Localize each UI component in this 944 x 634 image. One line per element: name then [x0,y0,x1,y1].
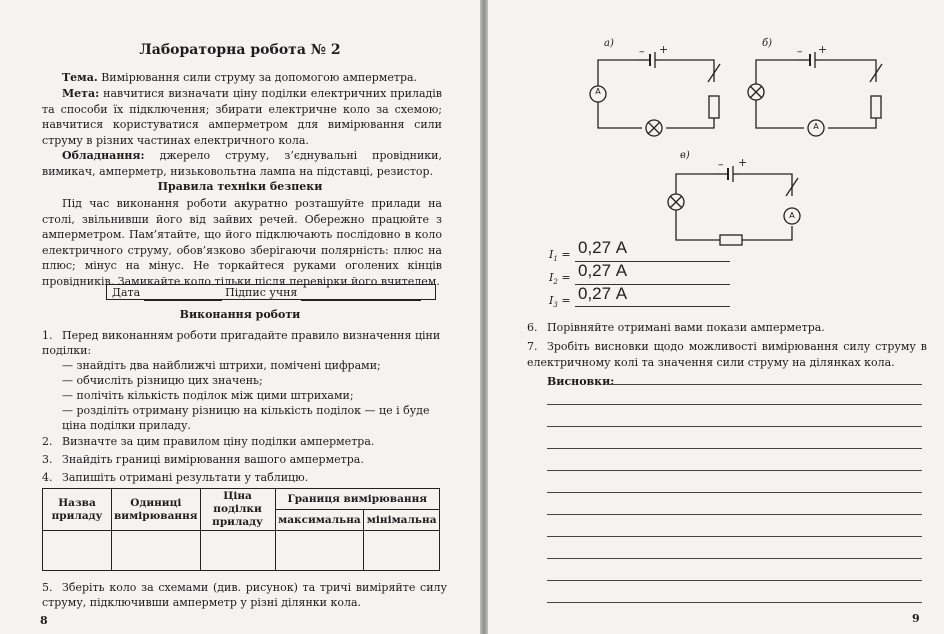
circuit-a-label: а) [604,38,614,49]
writing-line[interactable] [547,404,922,405]
table-header-min: мінімальна [364,510,440,531]
signature-line [301,289,421,301]
step-4 [42,470,447,485]
table-cell[interactable] [275,531,364,571]
table-header-units: Одиниці вимірювання [112,489,201,531]
i2-value[interactable]: 0,27 А [578,261,628,280]
equipment-text: джерело струму, з’єднувальні провідники, вимикач, амперметр, низьковольтна лампа на підставці, резистор. [42,149,442,178]
goal-paragraph [42,86,442,148]
step-6-num: 6. [527,321,538,334]
safety-heading: Правила техніки безпеки [157,180,323,193]
writing-line[interactable] [547,536,922,537]
i1-value[interactable]: 0,27 А [578,238,628,257]
safety-text: Під час виконання роботи акуратно розташуйте прилади на столі, звільнивши його від зайвих речей. Обережно працюйте з амперметром. Пам’ятайте, що його підключають послідовно в коло електричного струму, обов’язково зберігаючи полярність: плюс на плюс; мінус на мінус. Не торкайтеся руками оголених кінців провідників. Замикайте коло тільки після перевірки його вчителем. [42,197,442,288]
theme-text: Вимірювання сили струму за допомогою амперметра. [97,71,418,84]
step-4-num: 4. [42,471,53,484]
step-4-text: Запишіть отримані результати у таблицю. [62,471,309,484]
table-header-division: Ціна поділки приладу [200,489,275,531]
date-line [144,289,222,301]
step-2-text: Визначте за цим правилом ціну поділки амперметра. [62,435,375,448]
table-cell[interactable] [43,531,112,571]
writing-line[interactable] [547,580,922,581]
i1-label: $I_1$ = [549,248,571,264]
i3-label: $I_3$ = [549,294,571,310]
step-5 [42,580,447,611]
table-cell[interactable] [200,531,275,571]
table-header-max: максимальна [275,510,364,531]
circuit-a-diagram [580,52,740,142]
goal-text: навчитися визначати ціну поділки електричних приладів та способи їх підключення; збирати електричне коло за схемою; навчитися користуватися амперметром для вимірювання сили струму в різних частинах електричного кола. [42,87,442,147]
step-3 [42,452,447,467]
minus-sign-a: – [639,45,645,58]
date-signature-box [106,284,436,300]
date-label: Дата [112,286,141,299]
ammeter-label-b: A [813,122,819,131]
results-table [42,488,440,571]
step-1 [42,328,447,359]
dash-4: — розділіть отриману різницю на кількість поділок — це і буде ціна поділки приладу. [62,404,430,433]
step-5-num: 5. [42,581,53,594]
equipment-paragraph [42,148,442,179]
theme-paragraph [42,70,442,86]
step-7 [527,339,927,371]
conclusions-label: Висновки: [547,375,615,388]
step-3-text: Знайдіть границі вимірювання вашого амперметра. [62,453,364,466]
dash-3: — полічіть кількість поділок між цими штрихами; [62,389,354,402]
dash-2: — обчисліть різницю цих значень; [62,374,263,387]
plus-sign-c: + [738,156,748,169]
page-title: Лабораторна робота № 2 [139,42,341,58]
goal-label: Мета: [62,87,100,100]
writing-line[interactable] [547,470,922,471]
minus-sign-c: – [718,158,724,171]
step-3-num: 3. [42,453,53,466]
step-5-text: Зберіть коло за схемами (див. рисунок) та тричі виміряйте силу струму, підключивши амперметр у різні ділянки кола. [42,581,447,610]
writing-line[interactable] [547,602,922,603]
step-6 [527,320,927,336]
writing-line[interactable] [547,492,922,493]
i3-line [575,306,730,307]
i3-value[interactable]: 0,27 А [578,284,628,303]
table-cell[interactable] [112,531,201,571]
i2-label: $I_2$ = [549,271,571,287]
ammeter-label-c: A [789,211,795,220]
plus-sign-b: + [818,43,828,56]
circuit-b-label: б) [762,38,773,49]
step-7-text: Зробіть висновки щодо можливості вимірювання силу струму в електричному колі та значення сили струму на ділянках кола. [527,340,927,369]
dash-1: — знайдіть два найближчі штрихи, помічені цифрами; [62,359,381,372]
page-number-right: 9 [912,612,920,625]
book-gutter [480,0,488,634]
writing-line[interactable] [547,558,922,559]
step-1-num: 1. [42,329,53,342]
writing-line[interactable] [547,514,922,515]
step-7-num: 7. [527,340,538,353]
step-6-text: Порівняйте отримані вами покази амперметра. [547,321,825,334]
step-2-num: 2. [42,435,53,448]
equipment-label: Обладнання: [62,149,145,162]
writing-line[interactable] [547,448,922,449]
page-number-left: 8 [40,614,48,627]
lamp-icon [646,120,662,136]
minus-sign-b: – [797,45,803,58]
step-2 [42,434,447,449]
plus-sign-a: + [659,43,669,56]
lamp-icon [668,194,684,210]
step-1-text: Перед виконанням роботи пригадайте правило визначення ціни поділки: [42,329,441,358]
table-header-device: Назва приладу [43,489,112,531]
table-header-limits: Границя вимірювання [275,489,439,510]
procedure-heading: Виконання роботи [179,308,301,321]
theme-label: Тема. [62,71,98,84]
writing-line[interactable] [547,426,922,427]
circuit-c-label: в) [680,150,690,161]
lamp-icon [748,84,764,100]
writing-line[interactable] [608,384,922,385]
signature-label: Підпис учня [225,286,298,299]
table-cell[interactable] [364,531,440,571]
ammeter-label-a: A [595,87,601,96]
